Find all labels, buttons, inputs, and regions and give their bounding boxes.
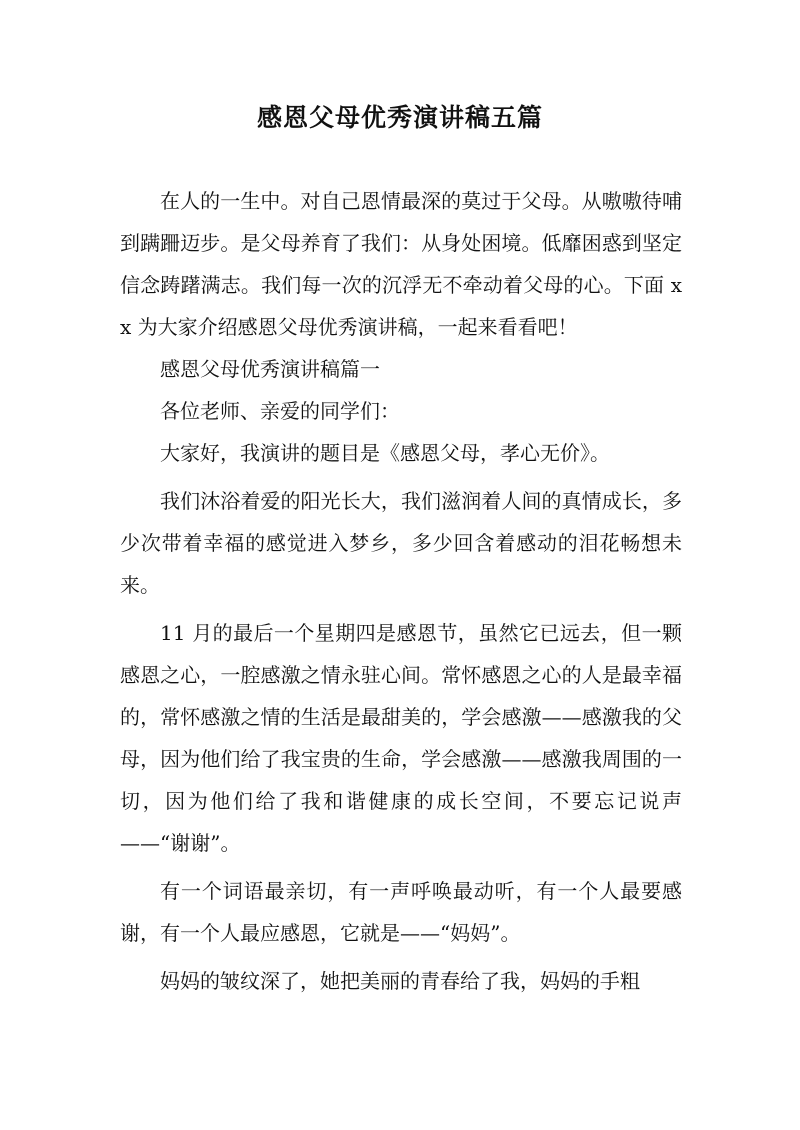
paragraph-body: 11 月的最后一个星期四是感恩节，虽然它已远去，但一颗感恩之心，一腔感激之情永驻心间。常怀感恩之心的人是最幸福的，常怀感激之情的生活是最甜美的，学会感激——感激我的父母，因为他们给了我宝贵的生命，学会感激——感激我周围的一切，因为他们给了我和谐健康的成长空间，不要忘记说声——“谢谢”。 (120, 621, 682, 855)
section-heading: 感恩父母优秀演讲稿篇一 (160, 357, 380, 381)
paragraph-body: 我们沐浴着爱的阳光长大，我们滋润着人间的真情成长，多少次带着幸福的感觉进入梦乡，多少回含着感动的泪花畅想未来。 (120, 489, 682, 597)
paragraph-body: 有一个词语最亲切，有一声呼唤最动听，有一个人最要感谢，有一个人最应感恩，它就是——“妈妈”。 (120, 879, 682, 945)
paragraph-intro: 在人的一生中。对自己恩情最深的莫过于父母。从嗷嗷待哺到蹒跚迈步。是父母养育了我们：从身处困境。低靡困惑到坚定信念踌躇满志。我们每一次的沉浮无不牵动着父母的心。下面 xx 为大家介绍感恩父母优秀演讲稿，一起来看看吧！ (120, 189, 682, 339)
document-title: 感恩父母优秀演讲稿五篇 (256, 103, 543, 132)
paragraph-body: 妈妈的皱纹深了，她把美丽的青春给了我，妈妈的手粗 (160, 969, 640, 993)
document-body (120, 180, 682, 1002)
paragraph-speech-title: 大家好，我演讲的题目是《感恩父母，孝心无价》。 (160, 441, 610, 465)
paragraph-greeting: 各位老师、亲爱的同学们： (160, 399, 400, 423)
